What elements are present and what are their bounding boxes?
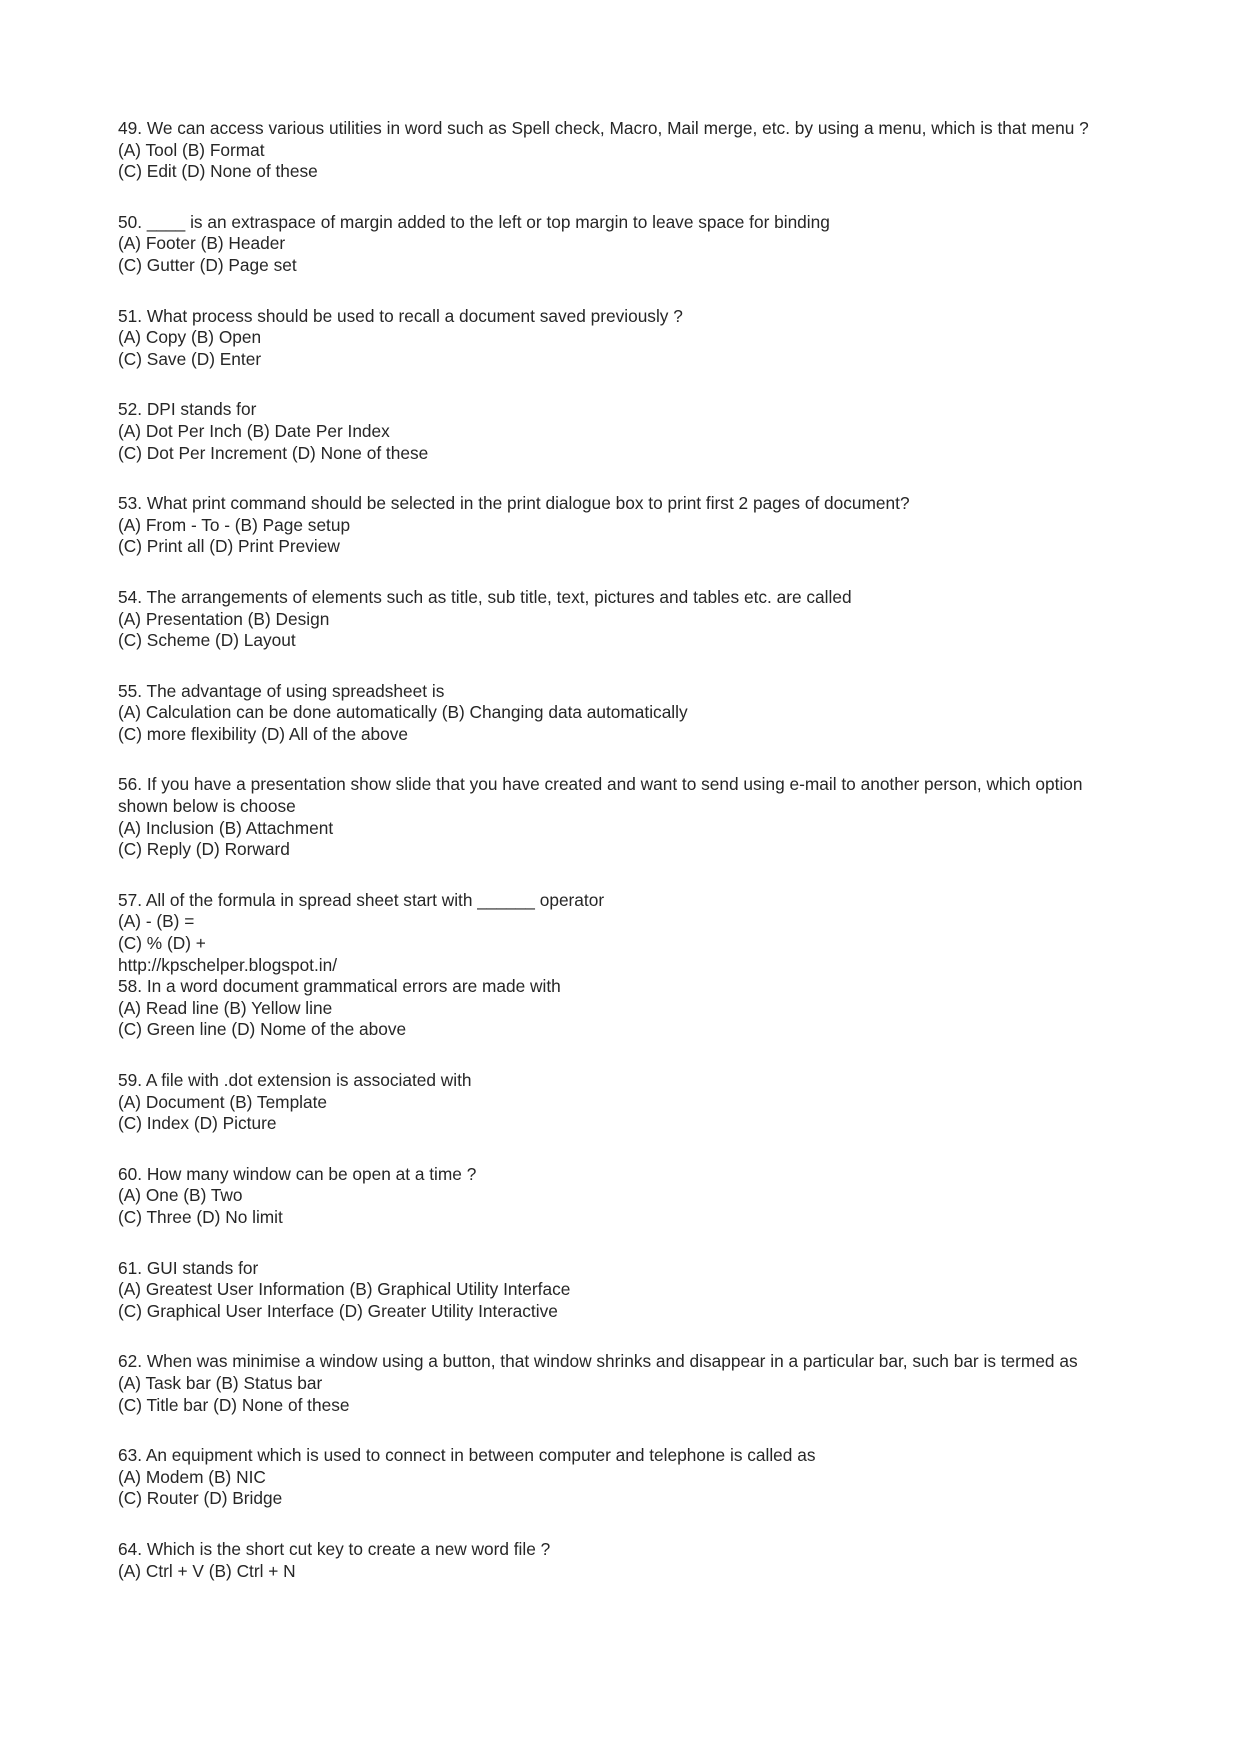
options-c-d: (C) % (D) + — [118, 933, 206, 954]
question-52 — [118, 399, 1130, 464]
question-text: 62. When was minimise a window using a button, that window shrinks and disappear in a particular bar, such bar is termed as — [118, 1351, 1078, 1372]
options-c-d: (C) Save (D) Enter — [118, 348, 262, 369]
question-50 — [118, 212, 1130, 277]
options-a-b: (A) Copy (B) Open — [118, 327, 262, 348]
options-a-b: (A) One (B) Two — [118, 1185, 243, 1206]
options-a-b: (A) Inclusion (B) Attachment — [118, 817, 334, 838]
question-text: 56. If you have a presentation show slide that you have created and want to send using e-mail to another person, which option shown below is choose — [118, 774, 1088, 817]
options-c-d: (C) more flexibility (D) All of the above — [118, 723, 409, 744]
options-a-b: (A) Task bar (B) Status bar — [118, 1372, 323, 1393]
question-text: 57. All of the formula in spread sheet start with ______ operator — [118, 889, 605, 910]
question-text: 54. The arrangements of elements such as title, sub title, text, pictures and tables etc. are called — [118, 586, 852, 607]
question-text: 58. In a word document grammatical errors are made with — [118, 976, 561, 997]
options-a-b: (A) Greatest User Information (B) Graphical Utility Interface — [118, 1279, 571, 1300]
question-54 — [118, 587, 1130, 652]
question-text: 60. How many window can be open at a time ? — [118, 1163, 477, 1184]
question-51 — [118, 306, 1130, 371]
options-a-b: (A) Calculation can be done automatically (B) Changing data automatically — [118, 702, 688, 723]
options-c-d: (C) Index (D) Picture — [118, 1113, 277, 1134]
question-text: 63. An equipment which is used to connect in between computer and telephone is called as — [118, 1445, 816, 1466]
options-a-b: (A) Tool (B) Format — [118, 139, 265, 160]
options-c-d: (C) Dot Per Increment (D) None of these — [118, 442, 429, 463]
question-text: 55. The advantage of using spreadsheet is — [118, 680, 445, 701]
question-64 — [118, 1539, 1130, 1582]
document-page — [118, 118, 1130, 1582]
options-a-b: (A) Dot Per Inch (B) Date Per Index — [118, 420, 390, 441]
options-a-b: (A) Footer (B) Header — [118, 233, 286, 254]
options-a-b: (A) Presentation (B) Design — [118, 608, 330, 629]
options-a-b: (A) From - To - (B) Page setup — [118, 514, 351, 535]
question-60 — [118, 1164, 1130, 1229]
options-a-b: (A) Read line (B) Yellow line — [118, 997, 333, 1018]
options-a-b: (A) Modem (B) NIC — [118, 1466, 266, 1487]
options-c-d: (C) Green line (D) Nome of the above — [118, 1019, 407, 1040]
question-text: 51. What process should be used to recall a document saved previously ? — [118, 305, 683, 326]
options-c-d: (C) Edit (D) None of these — [118, 161, 318, 182]
question-56 — [118, 774, 1130, 860]
options-c-d: (C) Three (D) No limit — [118, 1206, 283, 1227]
question-text: 64. Which is the short cut key to create a new word file ? — [118, 1538, 551, 1559]
options-a-b: (A) Document (B) Template — [118, 1091, 328, 1112]
options-c-d: (C) Title bar (D) None of these — [118, 1394, 350, 1415]
question-text: 59. A file with .dot extension is associated with — [118, 1070, 472, 1090]
options-c-d: (C) Print all (D) Print Preview — [118, 536, 340, 557]
question-62 — [118, 1351, 1130, 1416]
question-63 — [118, 1445, 1130, 1510]
source-url: http://kpschelper.blogspot.in/ — [118, 954, 338, 975]
question-49 — [118, 118, 1130, 183]
options-a-b: (A) Ctrl + V (B) Ctrl + N — [118, 1560, 296, 1581]
question-text: 50. ____ is an extraspace of margin added to the left or top margin to leave space for binding — [118, 211, 830, 232]
question-text: 52. DPI stands for — [118, 399, 257, 420]
options-c-d: (C) Scheme (D) Layout — [118, 630, 296, 651]
options-c-d: (C) Gutter (D) Page set — [118, 254, 297, 275]
question-text: 53. What print command should be selected in the print dialogue box to print first 2 pages of document? — [118, 493, 910, 514]
question-text: 61. GUI stands for — [118, 1257, 259, 1278]
options-c-d: (C) Reply (D) Rorward — [118, 839, 290, 860]
options-c-d: (C) Router (D) Bridge — [118, 1488, 283, 1509]
options-a-b: (A) - (B) = — [118, 911, 195, 932]
question-59 — [118, 1070, 1130, 1135]
question-53 — [118, 493, 1130, 558]
question-text: 49. We can access various utilities in word such as Spell check, Macro, Mail merge, etc. by using a menu, which is that menu ? — [118, 118, 1089, 138]
options-c-d: (C) Graphical User Interface (D) Greater Utility Interactive — [118, 1300, 558, 1321]
question-55 — [118, 681, 1130, 746]
question-61 — [118, 1258, 1130, 1323]
question-57-58 — [118, 890, 1130, 1041]
